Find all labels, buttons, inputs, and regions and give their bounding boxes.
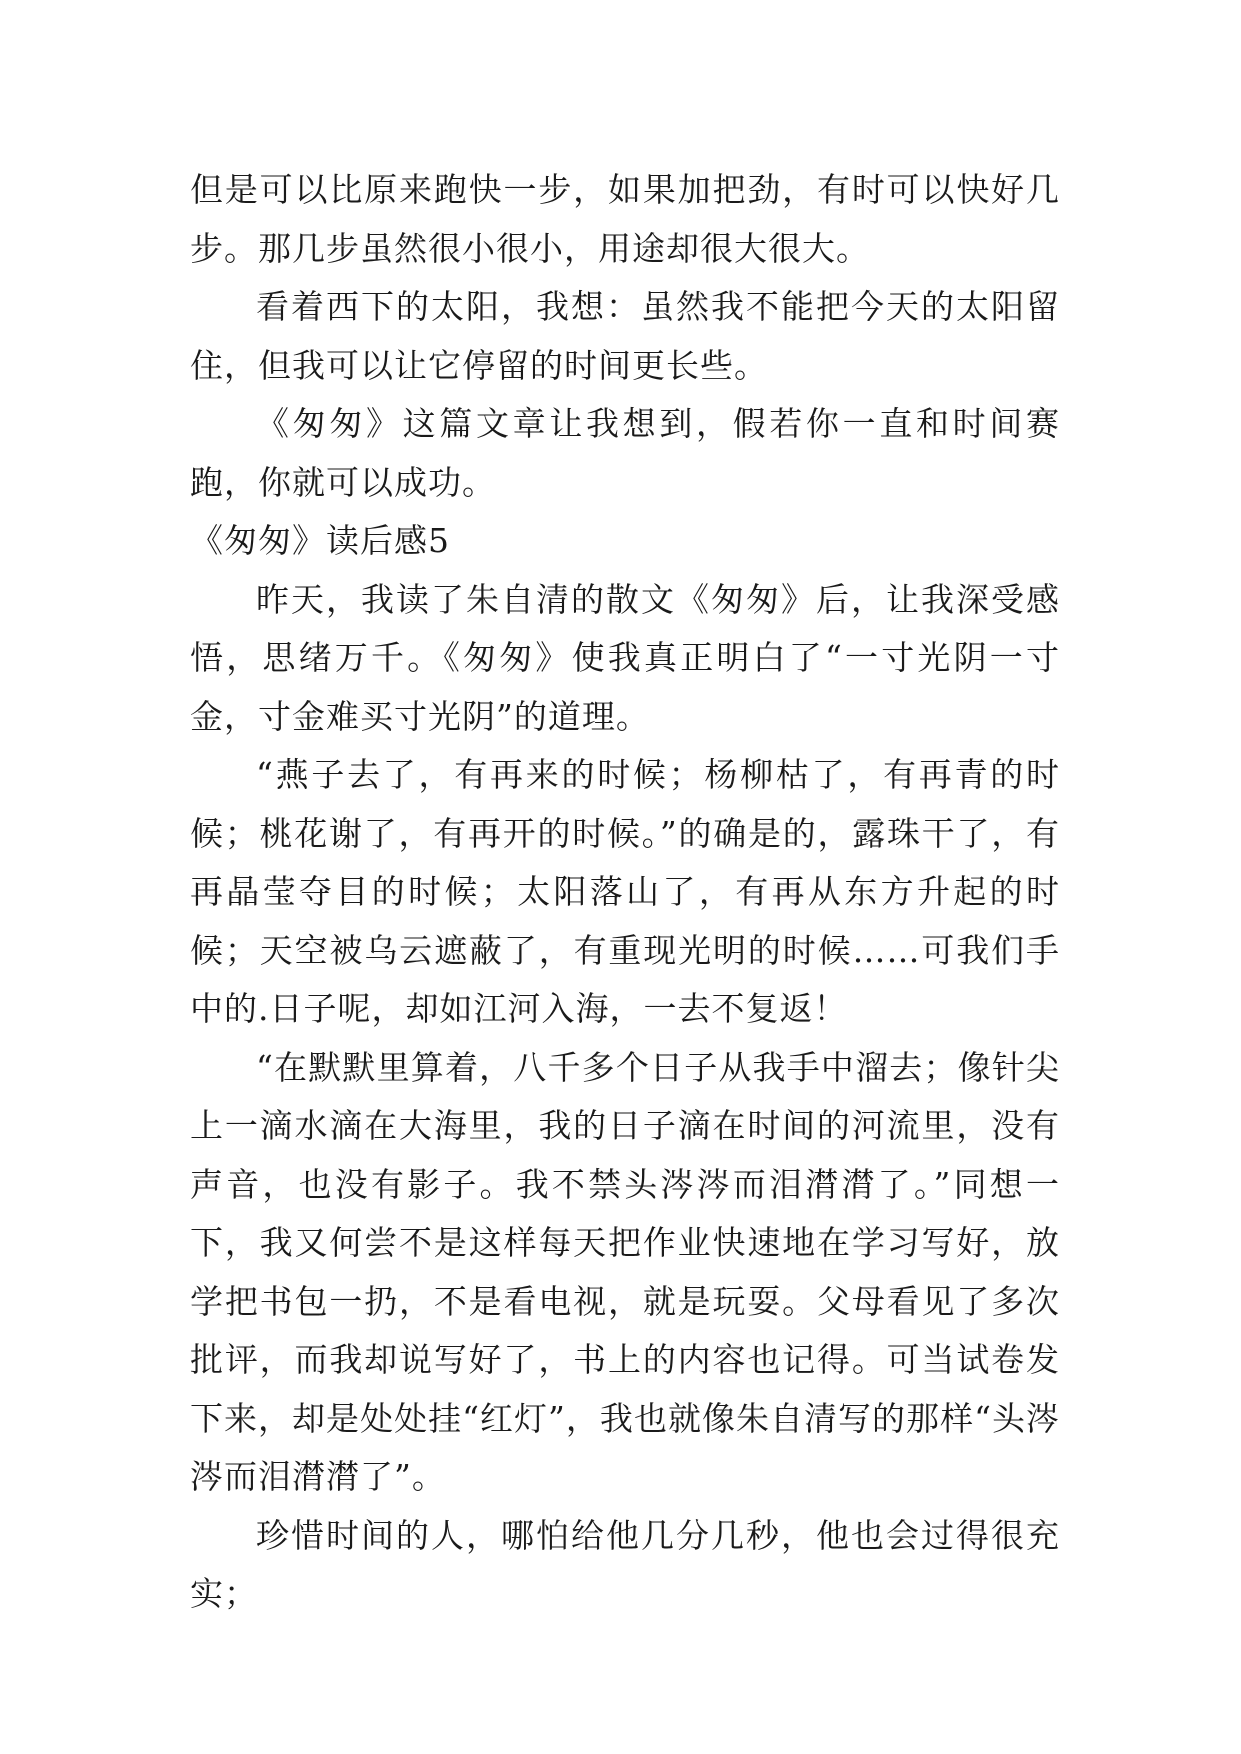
section-heading: 《匆匆》读后感5 [190,521,450,560]
paragraph: “燕子去了，有再来的时候；杨柳枯了，有再青的时候；桃花谢了，有再开的时候。”的确是的，露珠干了，有再晶莹夺目的时候；太阳落山了，有再从东方升起的时候；天空被乌云遮蔽了，有重现光明的时候……可我们手中的.日子呢，却如江河入海，一去不复返！ [190,755,1060,1028]
document-body [190,161,1060,1624]
paragraph: 珍惜时间的人，哪怕给他几分几秒，他也会过得很充实； [190,1515,1060,1613]
paragraph: 《匆匆》这篇文章让我想到，假若你一直和时间赛跑，你就可以成功。 [190,404,1060,502]
paragraph: “在默默里算着，八千多个日子从我手中溜去；像针尖上一滴水滴在大海里，我的日子滴在时间的河流里，没有声音，也没有影子。我不禁头涔涔而泪潸潸了。”同想一下，我又何尝不是这样每天把作业快速地在学习写好，放学把书包一扔，不是看电视，就是玩耍。父母看见了多次批评，而我却说写好了，书上的内容也记得。可当试卷发下来，却是处处挂“红灯”，我也就像朱自清写的那样“头涔涔而泪潸潸了”。 [190,1047,1060,1496]
paragraph: 昨天，我读了朱自清的散文《匆匆》后，让我深受感悟，思绪万千。《匆匆》使我真正明白了“一寸光阴一寸金，寸金难买寸光阴”的道理。 [190,579,1060,736]
paragraph: 看着西下的太阳，我想：虽然我不能把今天的太阳留住，但我可以让它停留的时间更长些。 [190,287,1060,385]
paragraph: 但是可以比原来跑快一步，如果加把劲，有时可以快好几步。那几步虽然很小很小，用途却很大很大。 [190,170,1060,268]
